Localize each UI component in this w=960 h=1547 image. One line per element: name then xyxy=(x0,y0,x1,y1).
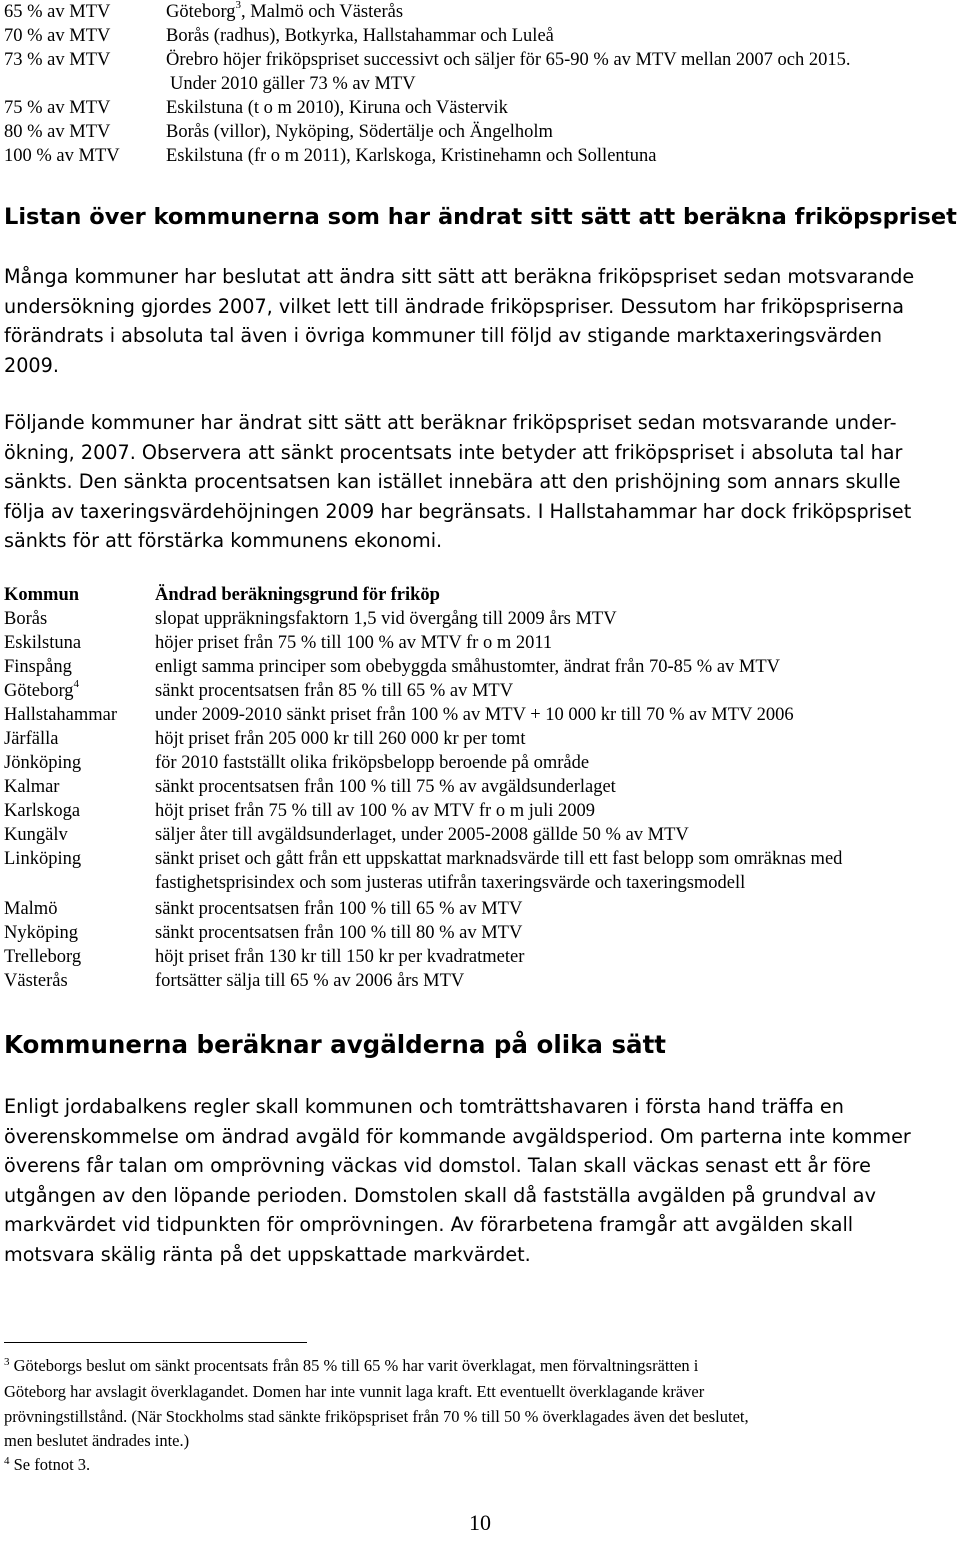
section-heading: Kommunerna beräknar avgälderna på olika sätt xyxy=(4,1030,667,1059)
change-cell-continuation: fastighetsprisindex och som justeras utifrån taxeringsvärde och taxeringsmodell xyxy=(155,873,746,893)
footnote-marker: 3 xyxy=(4,1356,10,1368)
paragraph-line: överens får talan om omprövning väckas vid domstol. Talan skall väckas senast ett år före xyxy=(4,1154,871,1177)
mtv-municipalities: Eskilstuna (fr o m 2011), Karlskoga, Kristinehamn och Sollentuna xyxy=(166,146,657,166)
mtv-percentage: 65 % av MTV xyxy=(4,2,111,22)
paragraph-line: ökning, 2007. Observera att sänkt procentsats inte betyder att friköpspriset i absoluta tal har xyxy=(4,440,903,464)
paragraph-line: följa av taxeringsvärdehöjningen 2009 har begränsats. I Hallstahammar har dock friköpspriset xyxy=(4,499,912,523)
paragraph-line: överenskommelse om ändrad avgäld för kommande avgäldsperiod. Om parterna inte kommer xyxy=(4,1124,911,1148)
change-cell: säljer åter till avgäldsunderlaget, under 2005-2008 gällde 50 % av MTV xyxy=(155,825,689,845)
municipality-cell: Västerås xyxy=(4,971,68,991)
mtv-municipalities: Eskilstuna (t o m 2010), Kiruna och Västervik xyxy=(166,98,508,118)
mtv-municipalities: Borås (radhus), Botkyrka, Hallstahammar och Luleå xyxy=(166,26,554,46)
paragraph-line: Enligt jordabalkens regler skall kommunen och tomträttshavaren i första hand träffa en xyxy=(4,1095,844,1118)
mtv-municipality-text: Göteborg xyxy=(166,2,236,22)
paragraph-line: undersökning gjordes 2007, vilket lett till ändrade friköpspriser. Dessutom har friköpspriserna xyxy=(4,294,905,318)
mtv-percentage: 100 % av MTV xyxy=(4,146,120,166)
municipality-cell: Finspång xyxy=(4,657,72,677)
footnote-3-line: prövningstillstånd. (När Stockholms stad sänkte friköpspriset från 70 % till 50 % överklagades även det beslutet, xyxy=(4,1406,749,1426)
body-paragraph xyxy=(4,408,956,556)
footnote-reference: 4 xyxy=(73,677,80,690)
column-header-change: Ändrad beräkningsgrund för friköp xyxy=(155,585,440,605)
paragraph-line: 2009. xyxy=(4,353,59,377)
mtv-percentage: 80 % av MTV xyxy=(4,122,111,142)
change-cell: under 2009-2010 sänkt priset från 100 % av MTV + 10 000 kr till 70 % av MTV 2006 xyxy=(155,705,794,725)
municipality-cell: Jönköping xyxy=(4,753,82,773)
paragraph-line: markvärdet vid tidpunkten för omprövningen. Av förarbetena framgår att avgälden skall xyxy=(4,1213,854,1236)
footnote-3-line: men beslutet ändrades inte.) xyxy=(4,1430,190,1450)
change-cell: sänkt procentsatsen från 85 % till 65 % av MTV xyxy=(155,681,514,701)
municipality-cell: Malmö xyxy=(4,899,58,919)
footnote-text: Se fotnot 3. xyxy=(13,1455,91,1475)
paragraph-line: sänkts. Den sänkta procentsatsen kan istället innebära att den prishöjning som annars skulle xyxy=(4,470,901,493)
change-cell: sänkt procentsatsen från 100 % till 75 % av avgäldsunderlaget xyxy=(155,777,616,797)
footnote-3-line xyxy=(4,1354,956,1380)
change-cell: enligt samma principer som obebyggda småhustomter, ändrat från 70-85 % av MTV xyxy=(155,657,781,677)
municipality-cell: Eskilstuna xyxy=(4,633,82,653)
change-cell: sänkt procentsatsen från 100 % till 80 % av MTV xyxy=(155,923,523,943)
change-cell: för 2010 fastställt olika friköpsbelopp beroende på område xyxy=(155,753,590,773)
body-paragraph xyxy=(4,262,956,380)
paragraph-line: sänkts för att förstärka kommunens ekonomi. xyxy=(4,529,443,552)
mtv-percentage: 73 % av MTV xyxy=(4,50,111,70)
mtv-municipalities: Örebro höjer friköpspriset successivt och säljer för 65-90 % av MTV mellan 2007 och 2015. xyxy=(166,50,851,70)
column-header-municipality: Kommun xyxy=(4,585,80,605)
paragraph-line: Följande kommuner har ändrat sitt sätt att beräknar friköpspriset sedan motsvarande under- xyxy=(4,411,897,434)
footnote-4-line xyxy=(4,1453,956,1479)
municipality-cell: Borås xyxy=(4,609,48,629)
change-cell: höjt priset från 130 kr till 150 kr per kvadratmeter xyxy=(155,947,525,967)
mtv-municipalities: Borås (villor), Nyköping, Södertälje och Ängelholm xyxy=(166,122,553,142)
change-cell: sänkt priset och gått från ett uppskattat marknadsvärde till ett fast belopp som omräknas med xyxy=(155,849,843,869)
mtv-percentage: 75 % av MTV xyxy=(4,98,111,118)
footnote-text: Göteborgs beslut om sänkt procentsats från 85 % till 65 % har varit överklagat, men förvaltningsrätten i xyxy=(13,1356,699,1375)
change-cell: fortsätter sälja till 65 % av 2006 års MTV xyxy=(155,971,465,991)
municipality-cell: Kungälv xyxy=(4,825,68,845)
footnote-reference: 3 xyxy=(235,0,242,11)
footnotes xyxy=(4,1354,956,1479)
paragraph-line: motsvara skälig ränta på det uppskattade markvärdet. xyxy=(4,1242,531,1266)
footnote-3-line: Göteborg har avslagit överklagandet. Domen har inte vunnit laga kraft. Ett eventuellt överklagande kräver xyxy=(4,1382,705,1402)
municipality-cell: Linköping xyxy=(4,849,82,869)
mtv-percentage: 70 % av MTV xyxy=(4,26,111,46)
footnote-marker: 4 xyxy=(4,1455,10,1468)
page-number: 10 xyxy=(469,1510,491,1535)
municipality-cell: Trelleborg xyxy=(4,947,82,967)
paragraph-line: Många kommuner har beslutat att ändra sitt sätt att beräkna friköpspriset sedan motsvarande xyxy=(4,265,915,288)
change-cell: höjer priset från 75 % till 100 % av MTV fr o m 2011 xyxy=(155,633,553,653)
change-cell: sänkt procentsatsen från 100 % till 65 % av MTV xyxy=(155,899,523,919)
municipality-cell: Karlskoga xyxy=(4,801,81,821)
change-cell: höjt priset från 75 % till av 100 % av MTV fr o m juli 2009 xyxy=(155,801,595,821)
body-paragraph xyxy=(4,1092,956,1269)
mtv-row-note: Under 2010 gäller 73 % av MTV xyxy=(170,74,416,94)
paragraph-line: utgången av den löpande perioden. Domstolen skall då fastställa avgälden på grundval av xyxy=(4,1183,876,1207)
paragraph-line: förändrats i absoluta tal även i övriga kommuner till följd av stigande marktaxeringsvärden xyxy=(4,324,883,347)
municipality-cell: Nyköping xyxy=(4,923,78,943)
municipality-cell: Kalmar xyxy=(4,777,60,797)
municipality-name: Göteborg xyxy=(4,681,74,701)
mtv-municipality-text: , Malmö och Västerås xyxy=(241,2,404,22)
section-heading: Listan över kommunerna som har ändrat sitt sätt att beräkna friköpspriset xyxy=(4,204,957,230)
change-cell: höjt priset från 205 000 kr till 260 000 kr per tomt xyxy=(155,729,526,749)
mtv-municipalities xyxy=(166,0,403,24)
municipality-cell: Hallstahammar xyxy=(4,705,118,725)
municipality-cell xyxy=(4,679,79,703)
change-cell: slopat uppräkningsfaktorn 1,5 vid övergång till 2009 års MTV xyxy=(155,609,617,629)
footnote-divider xyxy=(4,1342,307,1343)
municipality-cell: Järfälla xyxy=(4,729,59,749)
